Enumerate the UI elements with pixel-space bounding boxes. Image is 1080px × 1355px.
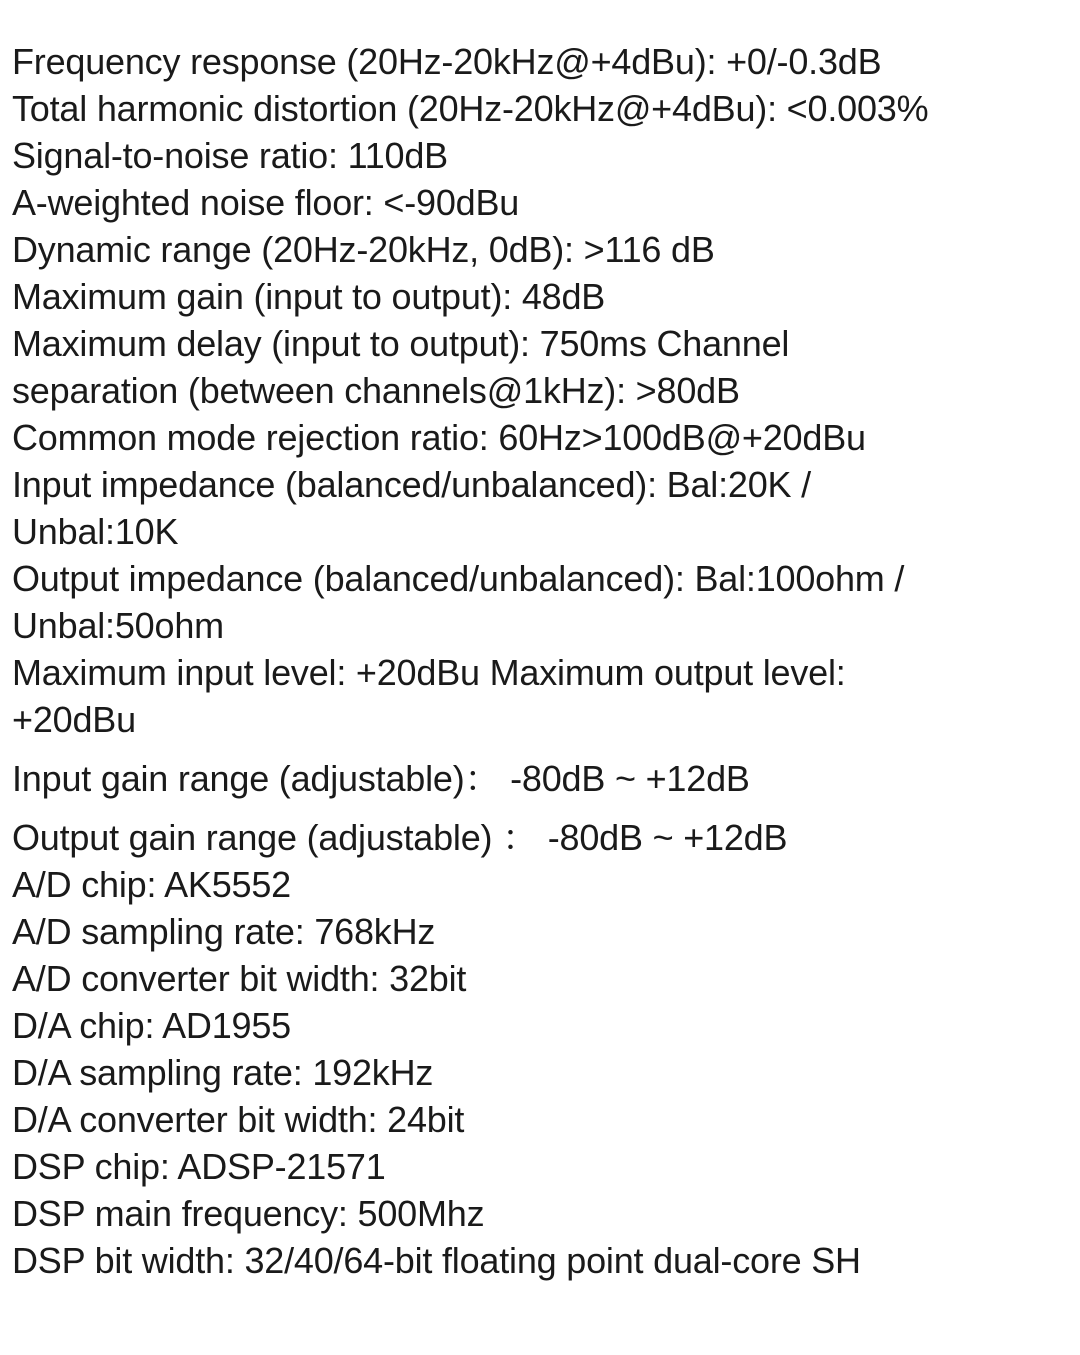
spec-output-gain-range: Output gain range (adjustable) ： -80dB ~ +12dB — [12, 817, 788, 858]
spec-maximum-levels: Maximum input level: +20dBu Maximum output level: — [12, 652, 846, 693]
spec-list — [12, 38, 1072, 1284]
spec-frequency-response: Frequency response (20Hz-20kHz@+4dBu): +0/-0.3dB — [12, 41, 882, 82]
spec-dynamic-range: Dynamic range (20Hz-20kHz, 0dB): >116 dB — [12, 229, 715, 270]
spec-noise-floor: A-weighted noise floor: <-90dBu — [12, 182, 520, 223]
spec-maximum-gain: Maximum gain (input to output): 48dB — [12, 276, 606, 317]
spec-da-bit-width: D/A converter bit width: 24bit — [12, 1099, 465, 1140]
spec-signal-to-noise-ratio: Signal-to-noise ratio: 110dB — [12, 135, 448, 176]
spec-da-chip: D/A chip: AD1955 — [12, 1005, 291, 1046]
spec-da-sampling-rate: D/A sampling rate: 192kHz — [12, 1052, 434, 1093]
spec-ad-sampling-rate: A/D sampling rate: 768kHz — [12, 911, 436, 952]
spec-channel-separation: separation (between channels@1kHz): >80dB — [12, 370, 740, 411]
spec-maximum-levels-cont: +20dBu — [12, 699, 136, 740]
spec-dsp-bit-width: DSP bit width: 32/40/64-bit floating point dual-core SH — [12, 1240, 861, 1281]
spec-input-impedance: Input impedance (balanced/unbalanced): Bal:20K / — [12, 464, 811, 505]
spec-output-impedance: Output impedance (balanced/unbalanced): Bal:100ohm / — [12, 558, 905, 599]
spec-maximum-delay: Maximum delay (input to output): 750ms Channel — [12, 323, 790, 364]
spec-ad-bit-width: A/D converter bit width: 32bit — [12, 958, 467, 999]
spec-ad-chip: A/D chip: AK5552 — [12, 864, 291, 905]
spec-total-harmonic-distortion: Total harmonic distortion (20Hz-20kHz@+4dBu): <0.003% — [12, 88, 929, 129]
spec-dsp-chip: DSP chip: ADSP-21571 — [12, 1146, 386, 1187]
spec-output-impedance-cont: Unbal:50ohm — [12, 605, 224, 646]
spec-input-gain-range: Input gain range (adjustable)： -80dB ~ +12dB — [12, 758, 750, 799]
spec-dsp-main-frequency: DSP main frequency: 500Mhz — [12, 1193, 485, 1234]
spec-input-impedance-cont: Unbal:10K — [12, 511, 179, 552]
spec-common-mode-rejection: Common mode rejection ratio: 60Hz>100dB@+20dBu — [12, 417, 866, 458]
